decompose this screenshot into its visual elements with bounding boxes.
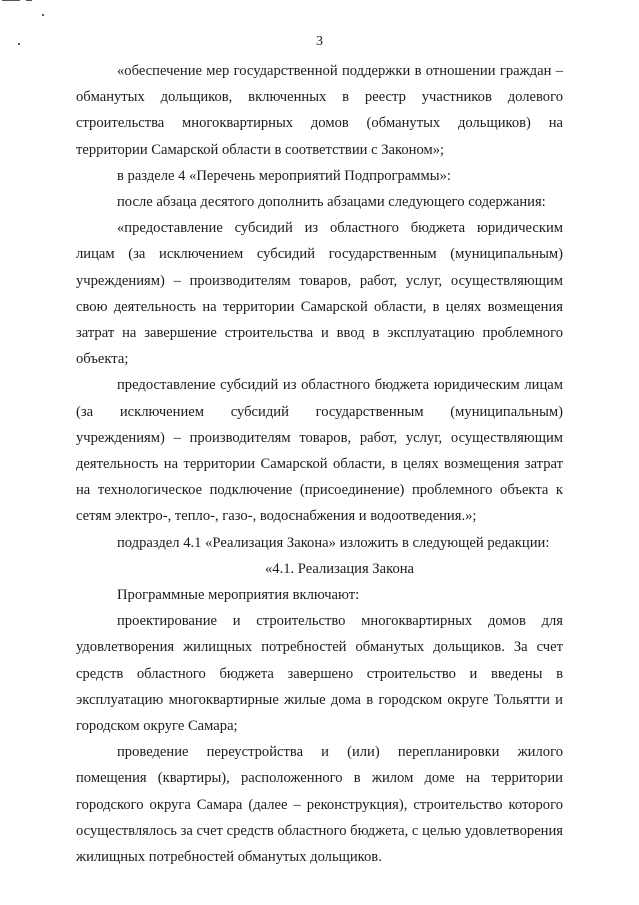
paragraph: проведение переустройства и (или) перепланировки жилого помещения (квартиры), расположенного в жилом доме на территории городского округа Самара (далее – реконструкция), строительство которого осуществлялось за счет средств областного бюджета, с целью удовлетворения жилищных потребностей обманутых дольщиков.: [76, 744, 563, 866]
paragraph: «предоставление субсидий из областного бюджета юридическим лицам (за исключением субсидий государственным (муниципальным) учреждениям) – производителям товаров, работ, услуг, осуществляющим свою деятельность на территории Самарской области, в целях возмещения затрат на завершение строительства и ввод в эксплуатацию проблемного объекта;: [76, 220, 563, 368]
paragraph: «обеспечение мер государственной поддержки в отношении граждан – обманутых дольщиков, включенных в реестр участников долевого строительства многоквартирных домов (обманутых дольщиков) на территории Самарской области в соответствии с Законом»;: [76, 63, 563, 158]
paragraph: в разделе 4 «Перечень мероприятий Подпрограммы»:: [117, 167, 451, 184]
page-number: 3: [316, 34, 323, 49]
paragraph: подраздел 4.1 «Реализация Закона» изложить в следующей редакции:: [117, 534, 550, 551]
paragraph: предоставление субсидий из областного бюджета юридическим лицам (за исключением субсидий государственным (муниципальным) учреждениям) – производителям товаров, работ, услуг, осуществляющим деятельность на территории Самарской области, в целях возмещения затрат на технологическое подключение (присоединение) проблемного объекта к сетям электро-, тепло-, газо-, водоснабжения и водоотведения.»;: [76, 377, 563, 525]
paragraph: после абзаца десятого дополнить абзацами следующего содержания:: [117, 194, 546, 211]
paragraph: Программные мероприятия включают:: [117, 587, 360, 604]
document-body: [76, 58, 563, 870]
scan-artifact-dot: [42, 14, 44, 16]
scan-artifact-top: [26, 0, 32, 1]
scan-artifact-top: [2, 0, 20, 1]
paragraph: проектирование и строительство многоквартирных домов для удовлетворения жилищных потребностей обманутых дольщиков. За счет средств областного бюджета завершено строительство и введены в эксплуатацию многоквартирные жилые дома в городском округе Тольятти и городском округе Самара;: [76, 613, 563, 735]
section-heading: «4.1. Реализация Закона: [264, 560, 415, 577]
